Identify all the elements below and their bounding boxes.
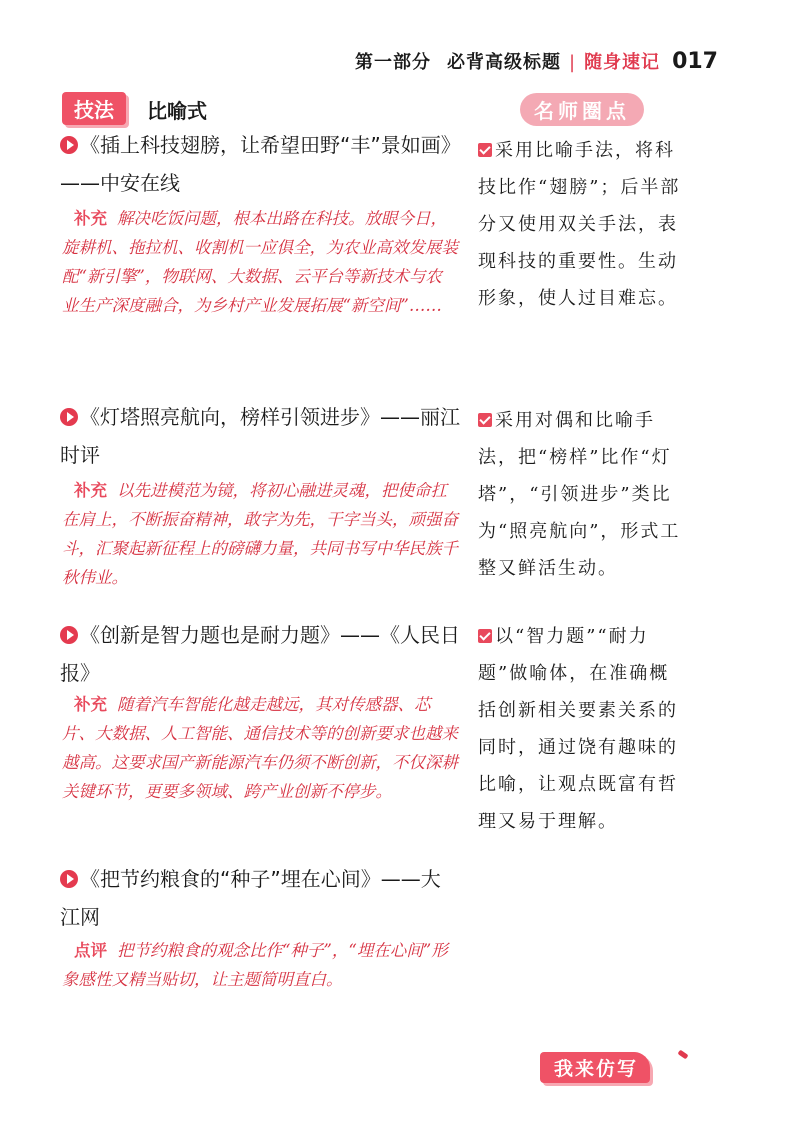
expert-note — [478, 132, 688, 317]
supplement-block — [62, 476, 458, 592]
expert-note-text: 采用对偶和比喻手法，把“榜样”比作“灯塔”，“引领进步”类比为“照亮航向”，形式工整又鲜活生动。 — [478, 410, 681, 579]
supplement-text: 解决吃饭问题，根本出路在科技。放眼今日，旋耕机、拖拉机、收割机一应俱全，为农业高效发展装配“新引擎”，物联网、大数据、云平台等新技术与农业生产深度融合，为乡村产业发展拓展“新空间”…… — [62, 209, 458, 315]
play-icon — [60, 870, 78, 888]
play-icon — [60, 626, 78, 644]
supplement-label: 补充 — [74, 481, 107, 500]
page-number: 017 — [672, 49, 718, 74]
review-label: 点评 — [74, 941, 107, 960]
check-icon — [478, 413, 492, 427]
headline-text: 《灯塔照亮航向，榜样引领进步》——丽江时评 — [60, 405, 460, 467]
pen-mark-icon — [677, 1050, 688, 1060]
headline-text: 《把节约粮食的“种子”埋在心间》——大江网 — [60, 867, 441, 929]
headline-text: 《创新是智力题也是耐力题》——《人民日报》 — [60, 623, 460, 685]
check-icon — [478, 629, 492, 643]
play-icon — [60, 408, 78, 426]
expert-note — [478, 402, 688, 587]
check-icon — [478, 143, 492, 157]
supplement-label: 补充 — [74, 695, 107, 714]
review-block — [62, 936, 458, 994]
supplement-block — [62, 204, 458, 320]
supplement-text: 随着汽车智能化越走越远，其对传感器、芯片、大数据、人工智能、通信技术等的创新要求也越来越高。这要求国产新能源汽车仍须不断创新，不仅深耕关键环节，更要多领域、跨产业创新不停步。 — [62, 695, 458, 801]
section-title: 必背高级标题 — [446, 52, 561, 73]
technique-tag: 技法 — [62, 92, 126, 125]
headline-text: 《插上科技翅膀，让希望田野“丰”景如画》——中安在线 — [60, 133, 451, 195]
expert-note-text: 以“智力题”“耐力题”做喻体，在准确概括创新相关要素关系的同时，通过饶有趣味的比喻，让观点既富有哲理又易于理解。 — [478, 626, 678, 832]
play-icon — [60, 136, 78, 154]
part-label: 第一部分 — [354, 52, 431, 73]
expert-note — [478, 618, 688, 840]
headline-entry — [60, 398, 460, 474]
page-header — [355, 48, 718, 74]
supplement-block — [62, 690, 458, 806]
supplement-text: 以先进模范为镜，将初心融进灵魂，把使命扛在肩上，不断振奋精神，敢字为先，干字当头，顽强奋斗，汇聚起新征程上的磅礴力量，共同书写中华民族千秋伟业。 — [62, 481, 458, 587]
headline-entry — [60, 126, 460, 202]
imitate-writing-button[interactable]: 我来仿写 — [540, 1052, 650, 1083]
expert-comment-header: 名师圈点 — [520, 93, 644, 126]
supplement-label: 补充 — [74, 209, 107, 228]
headline-entry — [60, 860, 450, 936]
expert-note-text: 采用比喻手法，将科技比作“翅膀”；后半部分又使用双关手法，表现科技的重要性。生动形象，使人过目难忘。 — [478, 140, 681, 309]
header-separator: | — [568, 52, 577, 73]
review-text: 把节约粮食的观念比作“种子”，“埋在心间”形象感性又精当贴切，让主题简明直白。 — [62, 941, 448, 989]
header-subtitle: 随身速记 — [584, 52, 661, 73]
technique-name: 比喻式 — [147, 99, 207, 123]
headline-entry — [60, 616, 460, 692]
